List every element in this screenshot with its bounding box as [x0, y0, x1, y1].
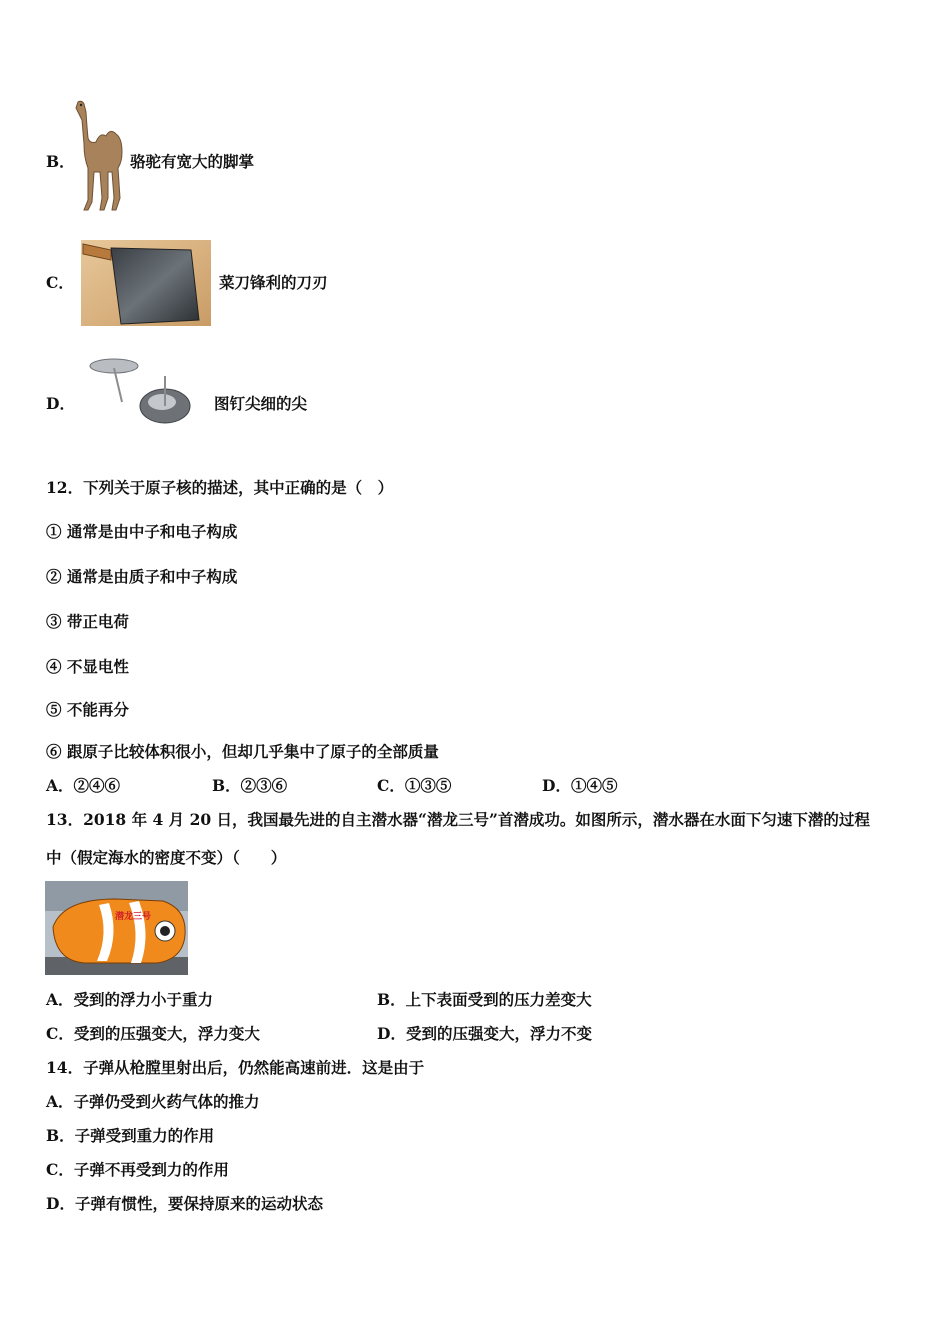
q13-stem-line2: 中（假定海水的密度不变）（ ）: [46, 848, 287, 867]
cleaver-image: [81, 240, 211, 326]
q12-item-3: ③ 带正电荷: [46, 612, 129, 631]
q12-item-6: ⑥ 跟原子比较体积很小，但却几乎集中了原子的全部质量: [46, 742, 439, 761]
q14-option-a: A．子弹仍受到火药气体的推力: [46, 1092, 260, 1111]
option-c-letter: C．: [46, 273, 74, 292]
submersible-image: [45, 881, 188, 975]
q14-option-b: B．子弹受到重力的作用: [46, 1126, 215, 1145]
q14-option-d: D．子弹有惯性，要保持原来的运动状态: [46, 1194, 323, 1213]
option-c-text: 菜刀锋利的刀刃: [219, 273, 328, 292]
option-b-letter: B．: [46, 152, 75, 171]
camel-image: [72, 98, 130, 214]
option-b-text: 骆驼有宽大的脚掌: [130, 152, 255, 171]
q12-option-c: C．①③⑤: [377, 776, 452, 795]
option-d-text: 图钉尖细的尖: [214, 394, 308, 413]
submersible-label: 潜龙三号: [115, 912, 152, 922]
q12-item-1: ① 通常是由中子和电子构成: [46, 522, 238, 541]
q13-option-c: C．受到的压强变大，浮力变大: [46, 1024, 260, 1043]
q12-item-4: ④ 不显电性: [46, 657, 129, 676]
q12-stem: 12．下列关于原子核的描述，其中正确的是（ ）: [46, 478, 394, 497]
q12-item-5: ⑤ 不能再分: [46, 700, 129, 719]
q13-stem-line1: 13．2018 年 4 月 20 日，我国最先进的自主潜水器“潜龙三号”首潜成功。如图所示，潜水器在水面下匀速下潜的过程: [46, 810, 870, 829]
q13-option-d: D．受到的压强变大，浮力不变: [377, 1024, 592, 1043]
q14-option-c: C．子弹不再受到力的作用: [46, 1160, 229, 1179]
q13-option-b: B．上下表面受到的压力差变大: [377, 990, 592, 1009]
q12-option-d: D．①④⑤: [542, 776, 618, 795]
q12-item-2: ② 通常是由质子和中子构成: [46, 567, 238, 586]
q12-option-b: B．②③⑥: [212, 776, 288, 795]
thumbtacks-image: [88, 356, 196, 426]
q13-option-a: A．受到的浮力小于重力: [46, 990, 214, 1009]
option-d-letter: D．: [46, 394, 75, 413]
q12-option-a: A．②④⑥: [46, 776, 121, 795]
q14-stem: 14．子弹从枪膛里射出后，仍然能高速前进．这是由于: [46, 1058, 425, 1077]
